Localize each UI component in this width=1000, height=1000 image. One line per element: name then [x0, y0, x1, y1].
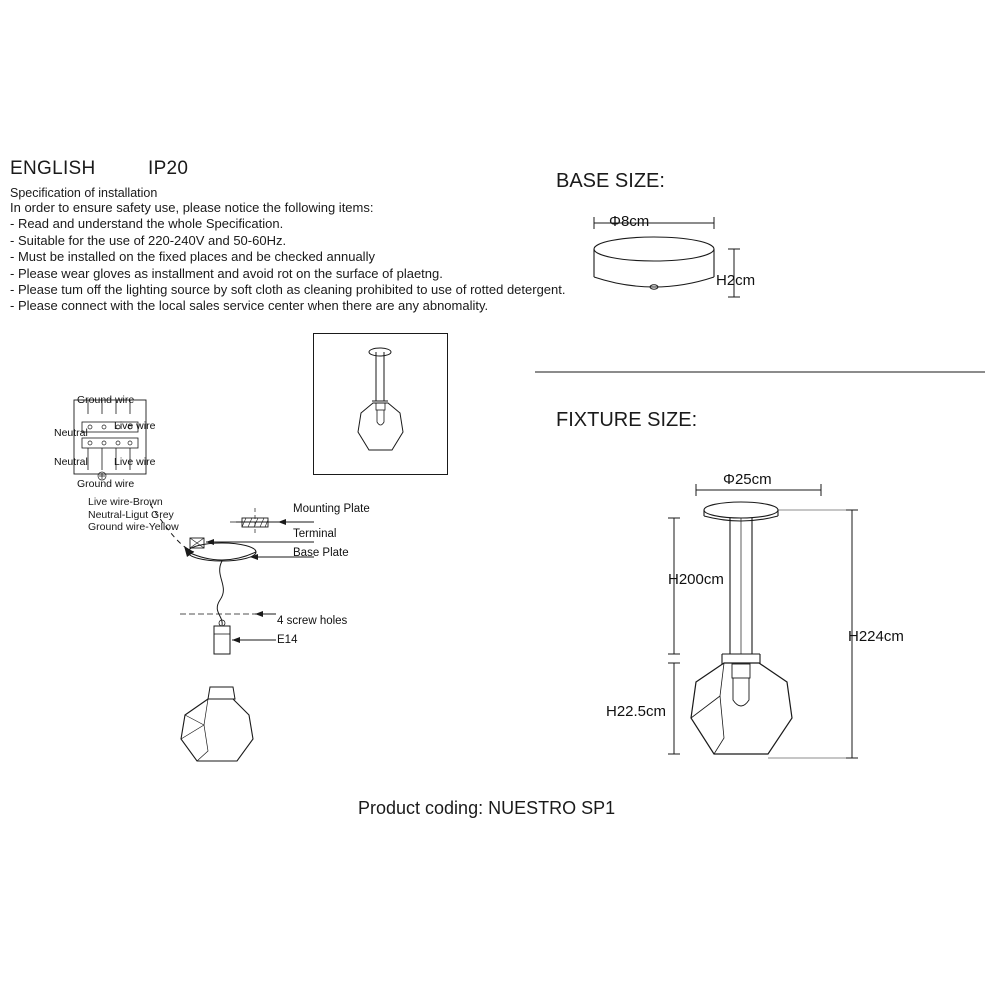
framed-product-view: [313, 333, 448, 475]
fixture-total-height-dimension: H224cm: [848, 628, 904, 645]
live-wire-top-label: Live wire: [114, 420, 156, 432]
neutral-top-label: Neutral: [54, 427, 88, 439]
language-label: ENGLISH: [10, 158, 96, 179]
base-size-drawing: [556, 205, 816, 335]
ground-wire-top-label: Ground wire: [77, 394, 135, 406]
product-coding-label: Product coding: NUESTRO SP1: [358, 798, 616, 818]
fixture-size-title: FIXTURE SIZE:: [556, 409, 698, 431]
spec-item: - Please connect with the local sales service center when there are any abnomality.: [10, 298, 489, 314]
spec-item: - Must be installed on the fixed places and be checked annually: [10, 249, 375, 265]
lamp-holder-callout: E14: [277, 634, 298, 646]
base-plate-callout: Base Plate: [293, 547, 349, 559]
spec-item: - Read and understand the whole Specification.: [10, 216, 284, 232]
fixture-shade-height-dimension: H22.5cm: [606, 703, 667, 720]
screw-holes-callout: 4 screw holes: [277, 615, 348, 627]
ip-rating-label: IP20: [148, 158, 189, 179]
spec-item: - Please tum off the lighting source by soft cloth as cleaning prohibited to use of rotted detergent.: [10, 282, 566, 298]
legend-item: Live wire-Brown: [88, 496, 163, 508]
live-wire-bottom-label: Live wire: [114, 456, 156, 468]
base-height-dimension: H2cm: [716, 272, 756, 289]
spec-item: - Please wear gloves as installment and avoid rot on the surface of plaetng.: [10, 265, 443, 281]
mounting-plate-callout: Mounting Plate: [293, 503, 370, 515]
section-divider: [535, 370, 985, 374]
base-diameter-dimension: Φ8cm: [609, 213, 650, 230]
legend-item: Neutral-Ligut Grey: [88, 508, 174, 521]
base-size-title: BASE SIZE:: [556, 170, 665, 192]
specification-list: [10, 200, 565, 315]
legend-item: Ground wire-Yellow: [88, 521, 179, 534]
fixture-diameter-dimension: Φ25cm: [723, 471, 772, 488]
fixture-drop-height-dimension: H200cm: [668, 571, 724, 588]
spec-item: - Suitable for the use of 220-240V and 50-60Hz.: [10, 232, 287, 248]
shade-detail-drawing: [175, 675, 275, 775]
assembly-exploded-drawing: [150, 490, 350, 660]
ground-wire-bottom-label: Ground wire: [77, 478, 135, 490]
terminal-callout: Terminal: [293, 528, 337, 540]
specification-heading: Specification of installation: [10, 186, 158, 200]
spec-intro: In order to ensure safety use, please notice the following items:: [10, 200, 374, 215]
neutral-bottom-label: Neutral: [54, 456, 88, 468]
